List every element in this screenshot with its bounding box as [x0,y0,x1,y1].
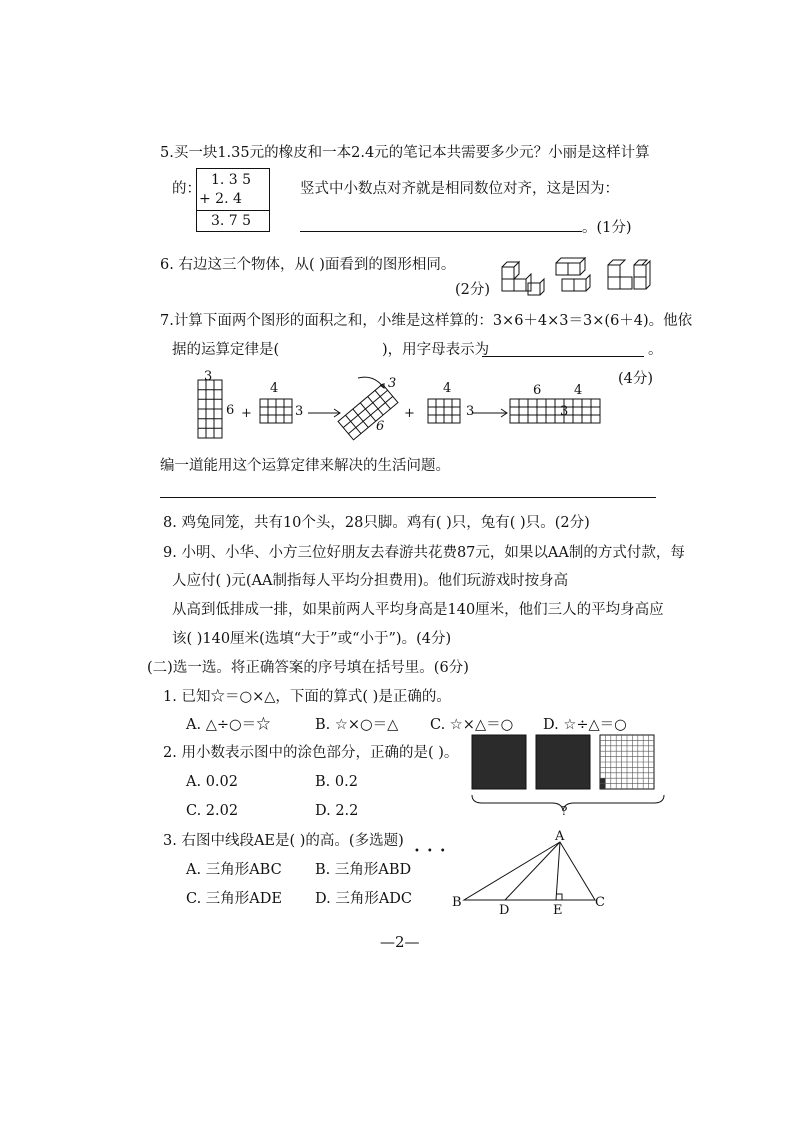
q7-line1: 7.计算下面两个图形的面积之和，小维是这样算的：3×6＋4×3＝3×(6＋4)。他依 [160,313,693,329]
triangle-figure [450,830,610,920]
q8-text: 8. 鸡兔同笼，共有10个头，28只脚。鸡有( )只，兔有( )只。(2分) [163,515,590,531]
calc-row-3: 3. 7 5 [211,213,252,229]
q6-score: (2分) [455,282,491,298]
fig-label-4c: 4 [574,383,583,398]
choice1-option-a[interactable]: A. △÷○＝☆ [186,717,271,733]
q9-line4: 该( )140厘米(选填“大于”或“小于”)。(4分) [172,631,452,647]
q9-line1: 9. 小明、小华、小方三位好朋友去春游共花费87元，如果以AA制的方式付款，每 [163,545,685,561]
choice3-option-b[interactable]: B. 三角形ABD [315,862,412,878]
full-shaded-square-1 [472,735,526,789]
cube-object-1 [502,262,544,295]
grid-square-partial [600,735,654,789]
fig-label-6: 6 [226,403,235,418]
q7-compose-line[interactable] [160,497,656,498]
calc-row-2: + 2. 4 [199,191,242,207]
rect-rotated [338,384,398,440]
q5-lead: 的： [172,181,201,197]
choice2-option-b[interactable]: B. 0.2 [315,774,358,790]
vertical-calculation-box [196,168,270,232]
page-number: —2— [380,933,420,951]
q5-end: 。(1分) [582,220,632,236]
point-label-a: A [555,829,565,844]
triangle-abc [464,842,595,900]
point-label-c: C [595,895,605,910]
point-label-e: E [553,903,563,918]
fig-label-3d: 3 [560,404,569,419]
q7-compose: 编一道能用这个运算定律来解决的生活问题。 [160,458,450,474]
point-label-d: D [499,903,510,918]
q7-formula-line[interactable] [482,356,644,357]
segment-ad [505,842,560,900]
cube-object-3 [608,260,650,289]
choice3-question: 3. 右图中线段AE是( )的高。(多选题) [163,833,404,849]
q9-line3: 从高到低排成一排，如果前两人平均身高是140厘米，他们三人的平均身高应 [172,602,664,618]
right-angle-mark [556,894,562,900]
q5-reason: 竖式中小数点对齐就是相同数位对齐，这是因为： [300,181,619,197]
fig-label-3: 3 [204,369,213,384]
q6-text: 6. 右边这三个物体，从( )面看到的图形相同。 [160,257,456,273]
fig-label-3b: 3 [295,404,304,419]
q5-answer-line[interactable] [300,231,582,232]
fig-rot-label-3: 3 [388,376,397,391]
point-label-b: B [452,895,462,910]
arrow-2 [473,409,507,417]
q7-line2-b: )，用字母表示为 [382,342,490,358]
arrow-1 [308,409,340,417]
q7-line2-a: 据的运算定律是( [172,342,280,358]
choice3-option-d[interactable]: D. 三角形ADC [315,891,413,907]
choice3-option-c[interactable]: C. 三角形ADE [186,891,282,907]
fig-label-6b: 6 [533,383,542,398]
choice2-question: 2. 用小数表示图中的涂色部分，正确的是( )。 [163,745,459,761]
fig-plus-2: + [404,406,415,421]
q7-score: (4分) [618,371,654,387]
fig-label-3c: 3 [466,404,475,419]
choice2-option-c[interactable]: C. 2.02 [186,803,239,819]
q7-line2-c: 。 [648,342,663,358]
choice1-option-d[interactable]: D. ☆÷△＝○ [543,717,627,733]
choice2-option-a[interactable]: A. 0.02 [186,774,238,790]
fig-plus-1: + [241,406,252,421]
cube-object-2 [556,258,590,291]
choice1-option-c[interactable]: C. ☆×△＝○ [430,717,514,733]
choice1-question: 1. 已知☆＝○×△，下面的算式( )是正确的。 [163,689,451,705]
q5-text: 5.买一块1.35元的橡皮和一本2.4元的笔记本共需要多少元？小丽是这样计算 [160,145,650,161]
choice3-option-a[interactable]: A. 三角形ABC [186,862,282,878]
section2-title: (二)选一选。将正确答案的序号填在括号里。(6分) [147,660,469,676]
segment-ae [556,842,560,900]
calc-row-1: 1. 3 5 [211,172,252,188]
fig-label-4b: 4 [443,381,452,396]
full-shaded-square-2 [536,735,590,789]
fig-label-4: 4 [270,381,279,396]
cube-objects-figure [500,255,660,300]
fig-rot-label-6: 6 [376,419,385,434]
brace-icon [472,795,664,811]
q9-line2: 人应付( )元(AA制指每人平均分担费用)。他们玩游戏时按身高 [172,573,569,589]
calc-divider [197,210,269,211]
emphasis-dots: ••• [414,846,453,857]
choice1-option-b[interactable]: B. ☆×○＝△ [315,717,399,733]
brace-question-mark: ? [561,804,568,818]
choice2-option-d[interactable]: D. 2.2 [315,803,359,819]
